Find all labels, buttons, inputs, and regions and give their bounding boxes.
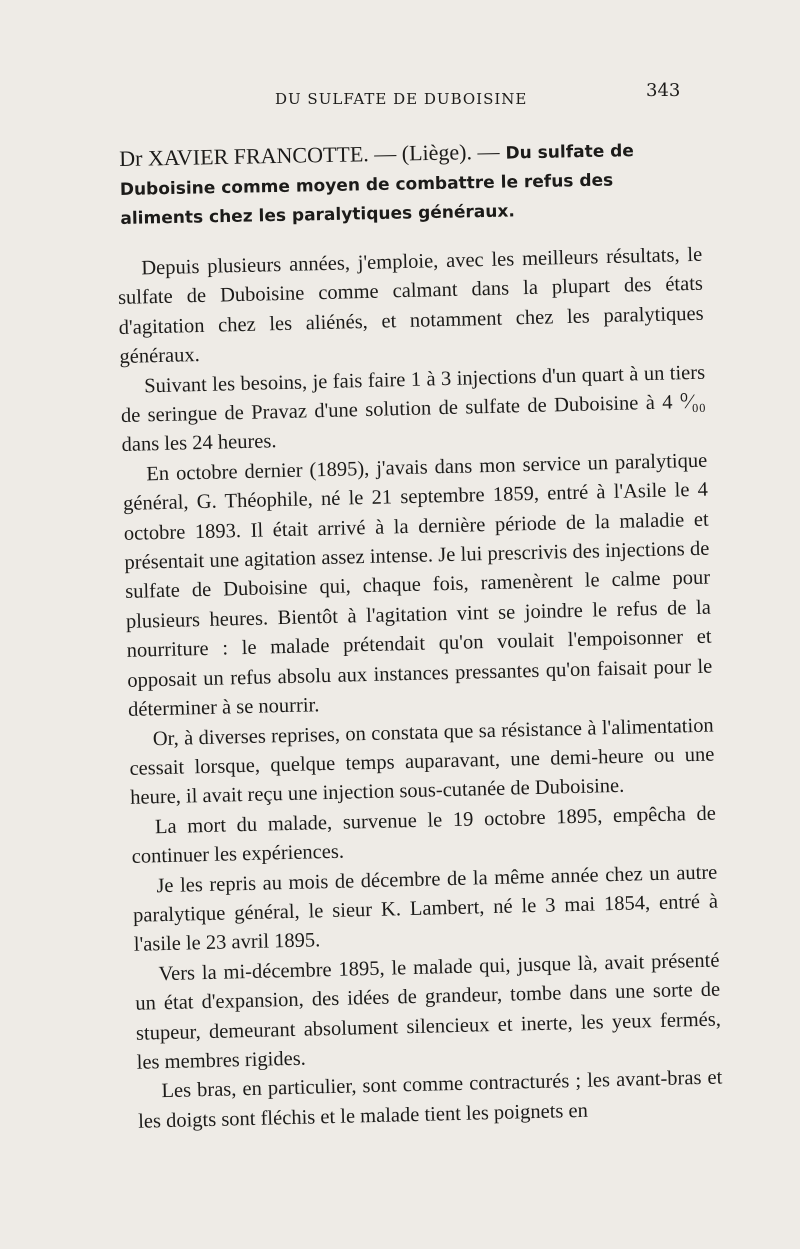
page-number: 343 [646,80,681,101]
paragraph: Vers la mi-décembre 1895, le malade qui, jusque là, avait présenté un état d'expansion, des idées de grandeur, tombe dans une sorte de stupeur, demeurant absolument silencieux et inerte, les yeux fermés, les membres rigides. [135,949,722,1074]
paragraph: Je les repris au mois de décembre de la même année chez un autre paralytique général, le sieur K. Lambert, né le 3 mai 1854, entré à l'asile le 23 avril 1895. [132,861,719,957]
article-title: Du sulfate de Duboisine comme moyen de combattre le refus des aliments chez les paralytiques généraux. [119,141,635,229]
paragraph: Suivant les besoins, je fais faire 1 à 3 injections d'un quart à un tiers de seringue de Pravaz d'une solution de sulfate de Duboisine à 4 ⁰⁄₀₀ dans les 24 heures. [120,361,707,457]
paragraph: La mort du malade, survenue le 19 octobre 1895, empêcha de continuer les expériences. [131,802,717,868]
paragraph: Or, à diverses reprises, on constata que sa résistance à l'alimentation cessait lorsque, quelque temps auparavant, une demi-heure ou une heure, il avait reçu une injection sous-cutanée de Duboisine. [129,714,715,810]
paragraph: Les bras, en particulier, sont comme contracturés ; les avant-bras et les doigts sont fléchis et le malade tient les poignets en [137,1066,723,1133]
paragraph: En octobre dernier (1895), j'avais dans mon service un paralytique général, G. Théophile, né le 21 septembre 1859, entré à l'Asile le 4 octobre 1893. Il était arrivé à la dernière période de la maladie et présentait une agitation assez intense. Je lui prescrivis des injections de sulfate de Duboisine qui, chaque fois, ramenèrent le calme pour plusieurs heures. Bientôt à l'agitation vint se joindre le refus de la nourriture : le malade prétendait qu'on voulait l'empoisonner et opposait un refus absolu aux instances pressantes qu'on faisait pour le déterminer à se nourrir. [122,449,713,721]
article-heading [119,134,696,233]
author-line: Dr XAVIER FRANCOTTE. — (Liège). — [119,138,500,171]
running-head: DU SULFATE DE DUBOISINE [275,90,528,108]
body-text [117,241,723,1137]
paragraph: Depuis plusieurs années, j'emploie, avec les meilleurs résultats, le sulfate de Duboisine comme calmant dans la plupart des états d'agitation chez les aliénés, et notamment chez les paralytiques généraux. [117,243,704,369]
